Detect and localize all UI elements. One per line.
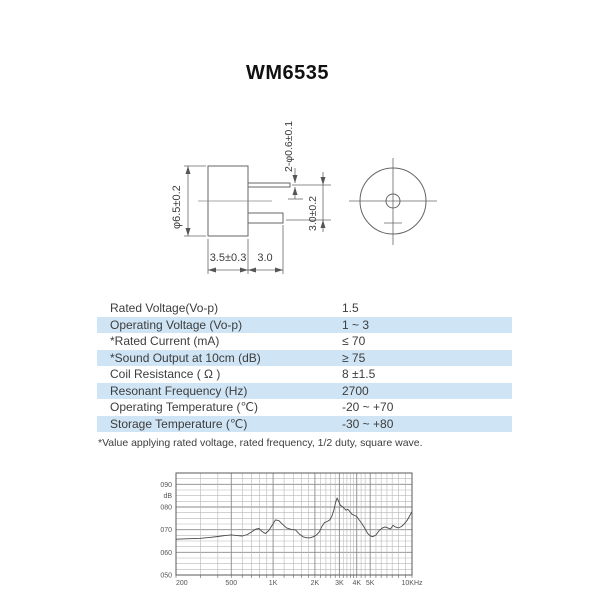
table-row bbox=[97, 366, 512, 383]
spec-label: Operating Voltage (Vo-p) bbox=[110, 317, 243, 332]
dim-pitch-label: 3.0±0.2 bbox=[307, 196, 319, 231]
lead-bottom bbox=[248, 213, 283, 223]
y-axis-tick-label: 050 bbox=[160, 572, 172, 580]
frequency-response-chart bbox=[140, 460, 440, 595]
spec-value: 1 ~ 3 bbox=[342, 317, 370, 332]
side-view bbox=[171, 121, 331, 274]
table-row bbox=[97, 300, 512, 317]
spec-label: Resonant Frequency (Hz) bbox=[110, 383, 248, 398]
x-axis-tick-label: 500 bbox=[225, 580, 238, 587]
spec-value: ≥ 75 bbox=[342, 350, 366, 365]
table-row bbox=[97, 317, 512, 334]
spec-value: ≤ 70 bbox=[342, 334, 366, 348]
table-row bbox=[97, 350, 512, 367]
spec-label: Operating Temperature (℃) bbox=[110, 400, 258, 414]
page-title: WM6535 bbox=[245, 62, 330, 84]
table-row bbox=[97, 399, 512, 416]
spec-label: *Rated Current (mA) bbox=[110, 334, 220, 348]
x-axis-tick-label: 5K bbox=[365, 580, 375, 587]
dim-diameter-label: φ6.5±0.2 bbox=[171, 185, 183, 229]
table-footnote: *Value applying rated voltage, rated frequency, 1/2 duty, square wave. bbox=[98, 437, 423, 449]
y-axis-unit-label: dB bbox=[163, 493, 172, 501]
x-axis-tick-label: 4K bbox=[352, 580, 362, 587]
spec-value: -20 ~ +70 bbox=[342, 400, 394, 414]
spec-table bbox=[97, 300, 512, 432]
dim-lead-label: 2-φ0.6±0.1 bbox=[283, 120, 295, 172]
spec-value: 8 ±1.5 bbox=[342, 367, 376, 381]
bottom-dimensions bbox=[208, 225, 283, 274]
x-axis-tick-label: 10KHz bbox=[401, 580, 423, 587]
spec-label: Rated Voltage(Vo-p) bbox=[110, 301, 219, 315]
spec-label: Storage Temperature (℃) bbox=[110, 416, 248, 431]
spec-value: 1.5 bbox=[342, 301, 359, 315]
dim-lead-length-label: 3.0 bbox=[257, 252, 273, 264]
spec-label: *Sound Output at 10cm (dB) bbox=[110, 350, 261, 365]
y-axis-tick-label: 060 bbox=[160, 549, 172, 557]
table-row bbox=[97, 416, 512, 433]
spec-value: 2700 bbox=[342, 383, 369, 398]
table-row bbox=[97, 383, 512, 400]
y-axis-tick-label: 090 bbox=[160, 481, 172, 489]
front-view bbox=[349, 158, 437, 245]
y-axis-tick-label: 070 bbox=[160, 527, 172, 535]
mechanical-drawing bbox=[130, 100, 460, 290]
y-axis-tick-label: 080 bbox=[160, 504, 172, 512]
x-axis-tick-label: 2K bbox=[310, 580, 320, 587]
spec-value: -30 ~ +80 bbox=[342, 416, 394, 431]
spec-label: Coil Resistance ( Ω ) bbox=[110, 367, 221, 381]
lead-top bbox=[248, 183, 290, 187]
x-axis-tick-label: 200 bbox=[176, 580, 188, 587]
x-axis-tick-label: 3K bbox=[335, 580, 344, 587]
table-row bbox=[97, 333, 512, 350]
x-axis-tick-label: 1K bbox=[268, 580, 278, 587]
dim-body-width-label: 3.5±0.3 bbox=[209, 252, 247, 264]
